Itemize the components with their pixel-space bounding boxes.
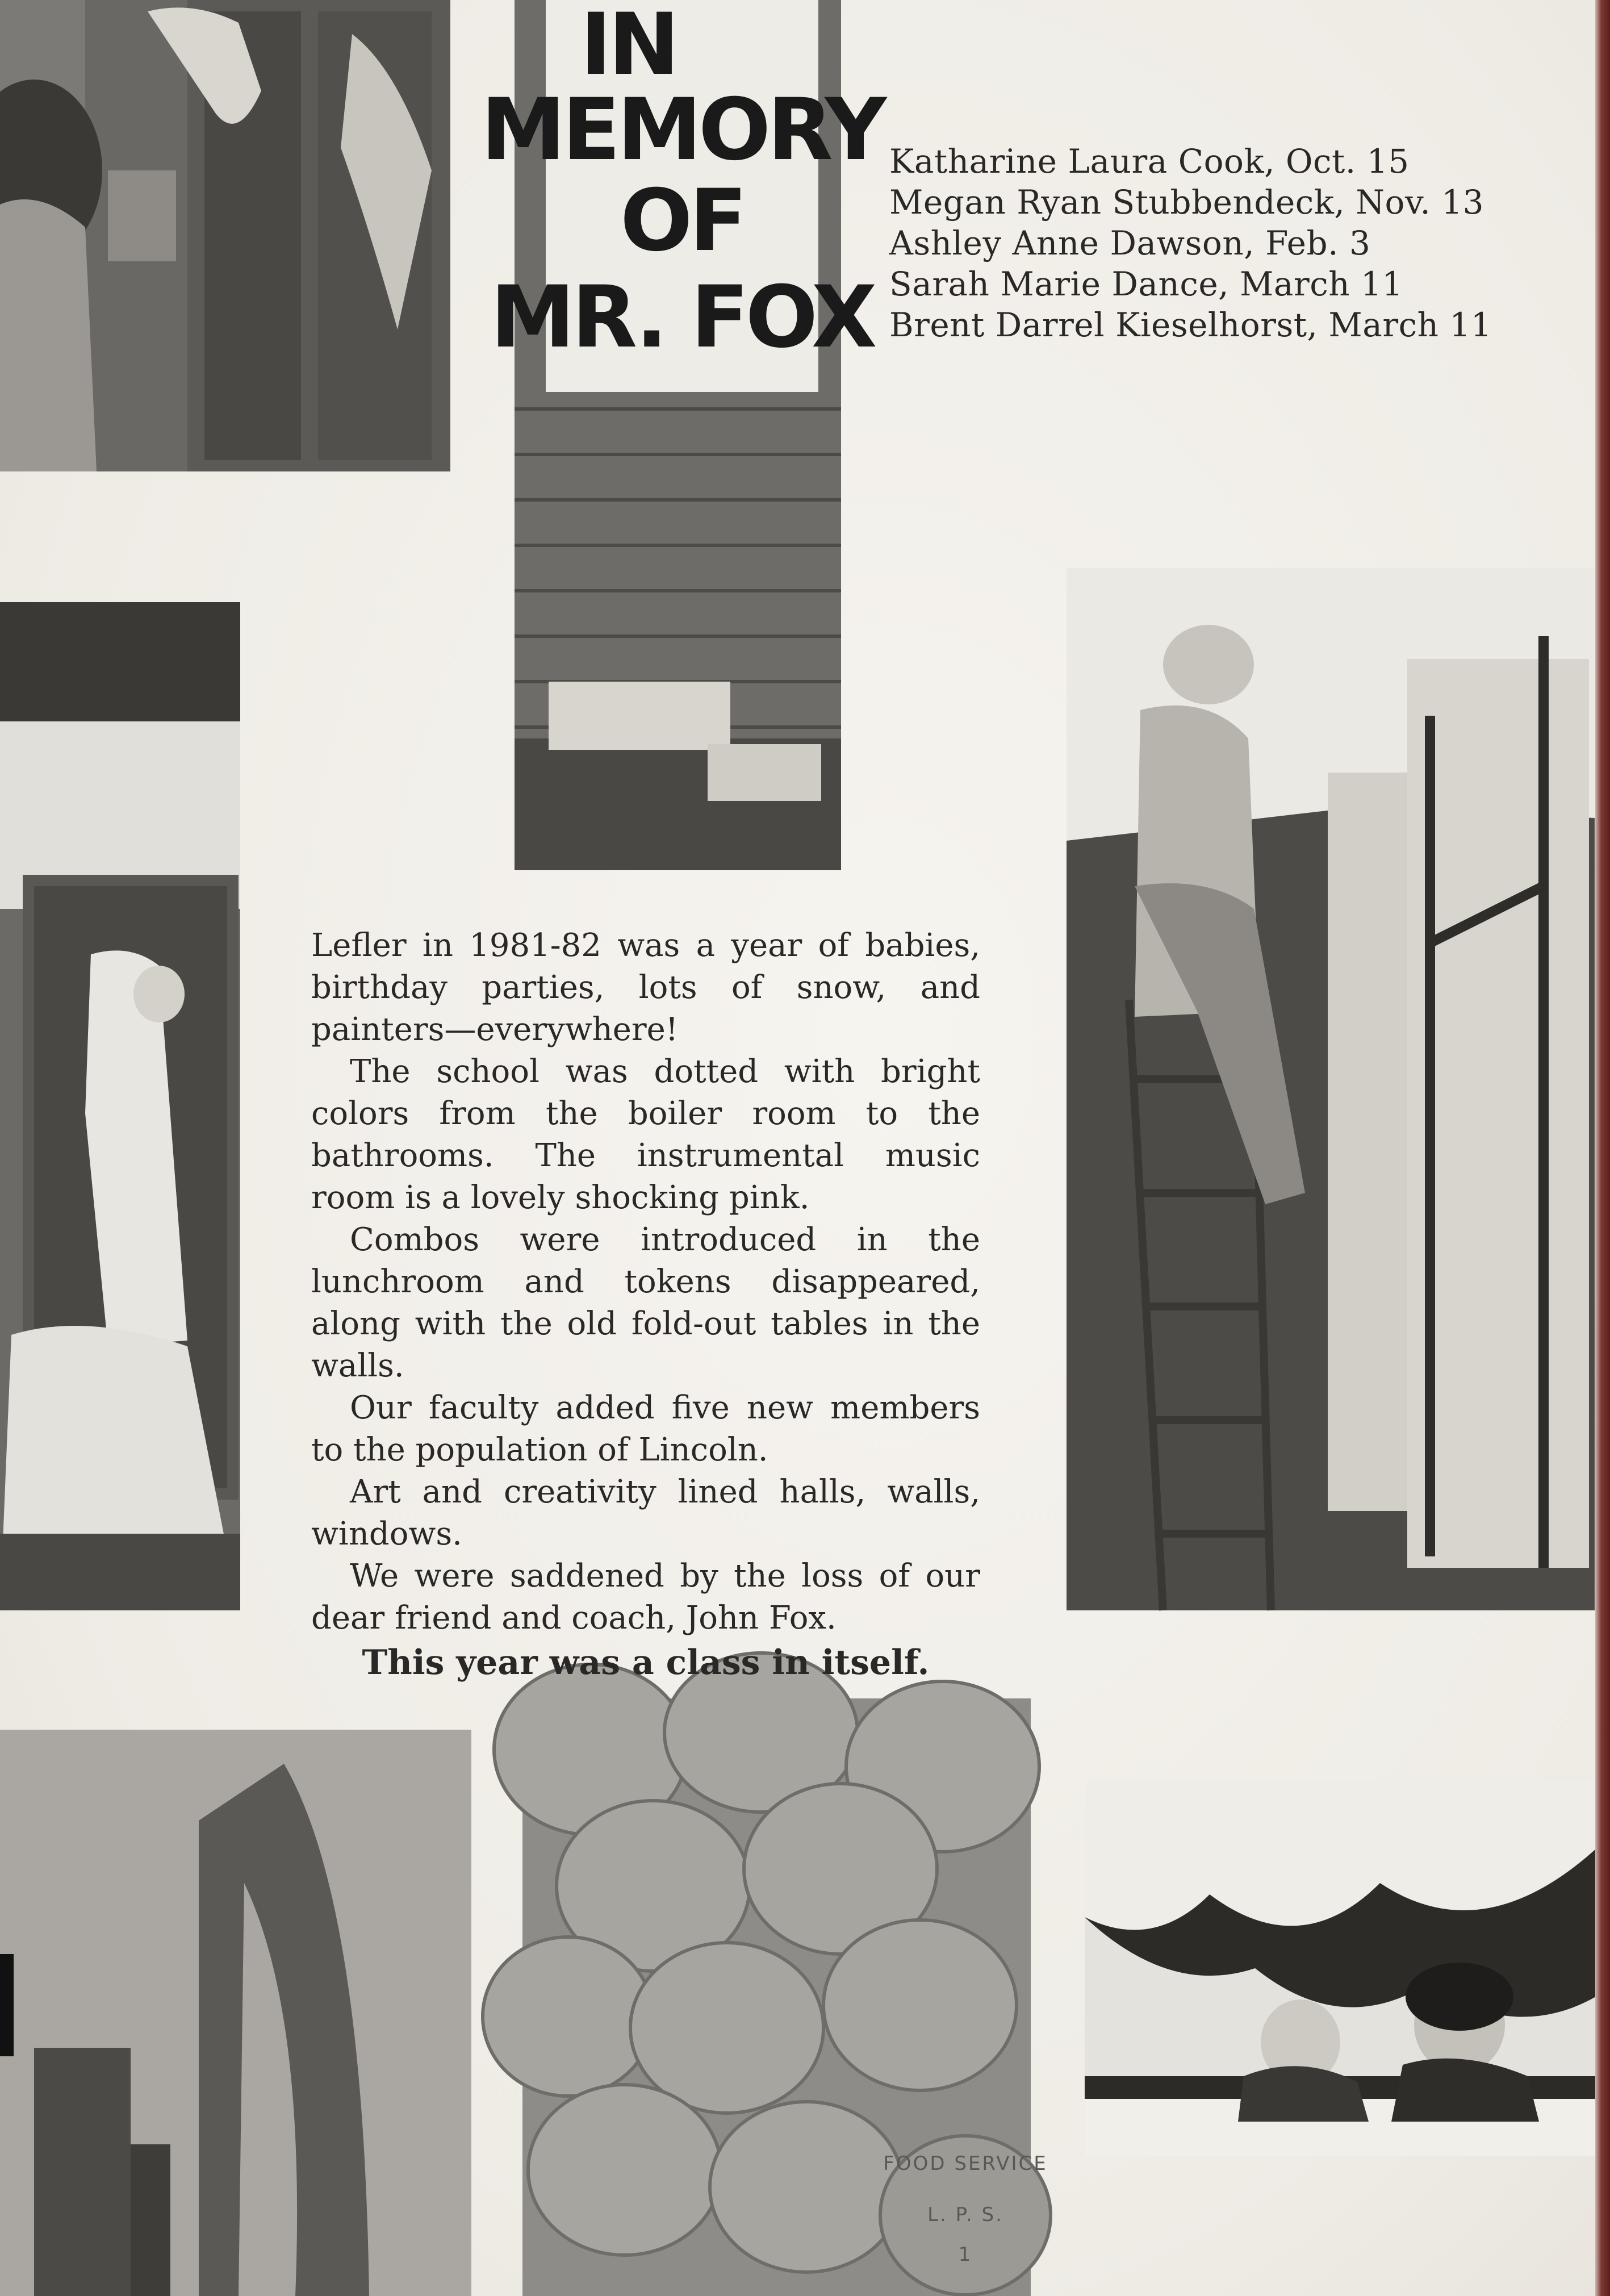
photo-lunch-tokens: [522, 1698, 1048, 2296]
token-center-text: L. P. S.: [927, 2203, 1003, 2226]
photo-memorial-sign: [480, 0, 884, 870]
sign-line-3: OF: [620, 172, 744, 270]
birth-entry: Ashley Anne Dawson, Feb. 3: [889, 224, 1371, 262]
photo-painter-door: [0, 602, 240, 1610]
yearbook-article: [311, 925, 980, 1684]
births-list: [889, 141, 1514, 345]
token-value-text: 1: [958, 2243, 973, 2266]
birth-entry: Katharine Laura Cook, Oct. 15: [889, 142, 1410, 181]
photo-sculpture: [0, 1730, 471, 2296]
page-edge: [1595, 0, 1610, 2296]
article-closing-line: This year was a class in itself.: [362, 1643, 930, 1683]
sign-line-2: MEMORY: [480, 81, 884, 179]
sign-line-1: IN: [580, 0, 676, 94]
photo-girls-in-snow: [1085, 1781, 1596, 2156]
birth-entry: Sarah Marie Dance, March 11: [889, 265, 1403, 303]
binding-tab: [0, 1954, 14, 2056]
token-ring-text: FOOD SERVICE: [883, 2152, 1048, 2175]
article-paragraph: The school was dotted with bright colors from the boiler room to the bathrooms. The instrumental music room is a lovely shocking pink.: [311, 1053, 980, 1216]
birth-entry: Megan Ryan Stubbendeck, Nov. 13: [889, 183, 1484, 222]
photo-man-on-ladder: [1067, 568, 1595, 1610]
article-paragraph: Art and creativity lined halls, walls, windows.: [311, 1473, 980, 1552]
photo-student-lockers: [0, 0, 450, 471]
article-paragraph: We were saddened by the loss of our dear friend and coach, John Fox.: [311, 1558, 980, 1637]
birth-entry: Brent Darrel Kieselhorst, March 11: [889, 306, 1492, 344]
sign-line-4: MR. FOX: [490, 268, 874, 367]
article-paragraph: Our faculty added five new members to the population of Lincoln.: [311, 1389, 980, 1468]
article-paragraph: Lefler in 1981-82 was a year of babies, birthday parties, lots of snow, and painters—everywhere!: [311, 927, 980, 1048]
article-paragraph: Combos were introduced in the lunchroom and tokens disappeared, along with the old fold-out tables in the walls.: [311, 1221, 980, 1384]
